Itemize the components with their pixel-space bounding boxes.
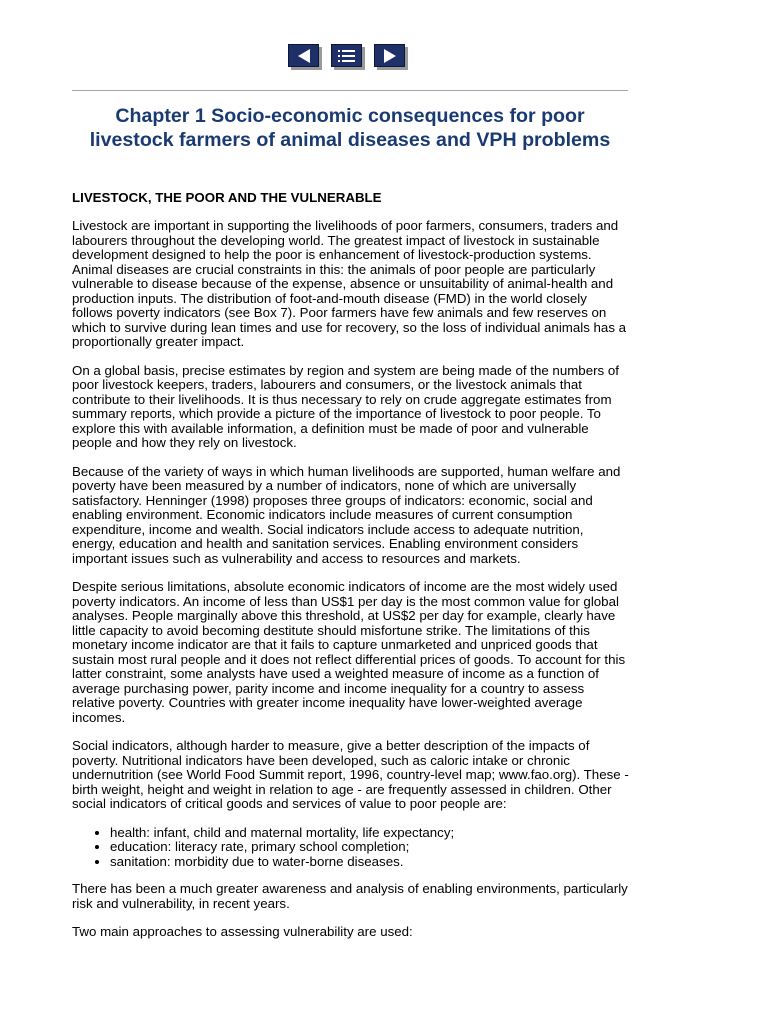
list-item: • sanitation: morbidity due to water-borne diseases. (110, 855, 630, 870)
paragraph: Despite serious limitations, absolute economic indicators of income are the most widely used poverty indicators. An income of less than US$1 per day is the most common value for global analyses. People marginally above this threshold, at US$2 per day for example, clearly have little capacity to avoid becoming destitute should misfortune strike. The limitations of this monetary income indicator are that it fails to capture unmarketed and unpriced goods that sustain most rural people and it does not reflect differential prices of goods. To account for this latter constraint, some analysts have used a weighted measure of income as a function of average purchasing power, parity income and income inequality for a country to assess relative poverty. Countries with greater income inequality have lower-weighted average incomes. (72, 579, 626, 725)
previous-page-button[interactable] (288, 44, 319, 67)
section-heading: LIVESTOCK, THE POOR AND THE VULNERABLE (72, 190, 382, 205)
indicator-list (72, 826, 630, 870)
paragraph: Livestock are important in supporting the livelihoods of poor farmers, consumers, traders and labourers throughout the developing world. The greatest impact of livestock in sustainable development designed to help the poor is enhancement of livestock-production systems. Animal diseases are crucial constraints in this: the animals of poor people are particularly vulnerable to disease because of the expense, absence or unsuitability of animal-health and production inputs. The distribution of foot-and-mouth disease (FMD) in the world closely follows poverty indicators (see Box 7). Poor farmers have few animals and few reserves on which to survive during lean times and use for recovery, so the loss of individual animals has a proportionally greater impact. (72, 218, 627, 349)
article-body (72, 190, 630, 954)
next-page-button[interactable] (374, 44, 405, 67)
horizontal-divider (72, 90, 628, 91)
navigation-bar (288, 44, 405, 67)
paragraph: Because of the variety of ways in which human livelihoods are supported, human welfare and poverty have been measured by a number of indicators, none of which are universally satisfactory. Henninger (1998) proposes three groups of indicators: economic, social and enabling environment. Economic indicators include measures of current consumption expenditure, income and wealth. Social indicators include access to adequate nutrition, energy, education and health and sanitation services. Enabling environment considers important issues such as vulnerability and access to resources and markets. (72, 463, 621, 566)
contents-button[interactable] (331, 44, 362, 67)
triangle-left-icon (296, 49, 312, 63)
chapter-title-line-1: Chapter 1 Socio-economic consequences for poor (115, 105, 585, 127)
list-item: • health: infant, child and maternal mortality, life expectancy; (110, 826, 630, 841)
chapter-title-line-2: livestock farmers of animal diseases and VPH problems (89, 129, 611, 151)
list-item: • education: literacy rate, primary school completion; (110, 840, 630, 855)
paragraph: There has been a much greater awareness and analysis of enabling environments, particularly risk and vulnerability, in recent years. (72, 881, 628, 911)
paragraph: Two main approaches to assessing vulnerability are used: (72, 924, 413, 939)
paragraph: On a global basis, precise estimates by region and system are being made of the numbers of poor livestock keepers, traders, labourers and consumers, or the livestock animals that contribute to their livelihoods. It is thus necessary to rely on crude aggregate estimates from summary reports, which provide a picture of the importance of livestock to poor people. To explore this with available information, a definition must be made of poor and vulnerable people and how they rely on livestock. (72, 362, 619, 450)
triangle-right-icon (382, 49, 398, 63)
chapter-title (72, 104, 628, 152)
paragraph: Social indicators, although harder to measure, give a better description of the impacts of poverty. Nutritional indicators have been developed, such as caloric intake or chronic undernutrition (see World Food Summit report, 1996, country-level map; www.fao.org). These - birth weight, height and weight in relation to age - are frequently assessed in children. Other social indicators of critical goods and services of value to poor people are: (72, 738, 629, 811)
list-icon (337, 49, 357, 63)
